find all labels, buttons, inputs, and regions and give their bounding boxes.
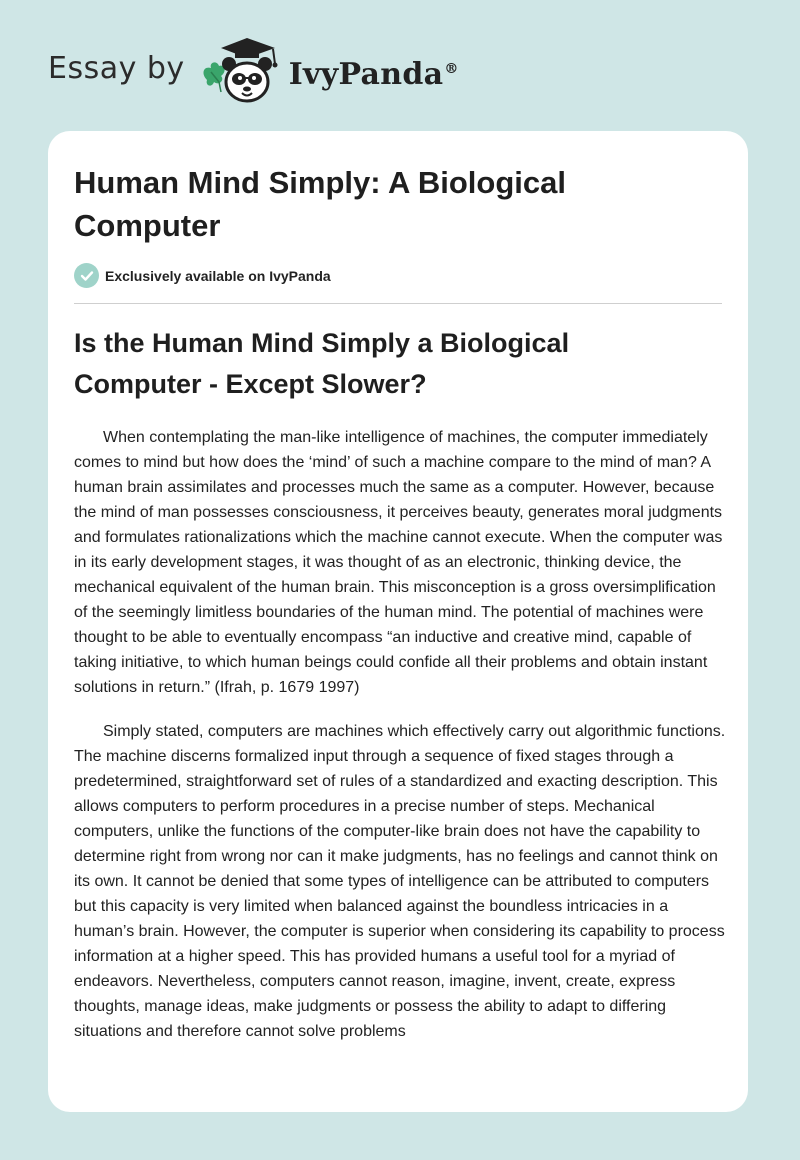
ivy-leaf-icon	[203, 62, 224, 92]
exclusive-badge	[74, 263, 331, 288]
panda-graduate-logo-icon[interactable]	[199, 36, 285, 108]
paragraph: When contemplating the man-like intelligence of machines, the computer immediately comes to mind but how does the ‘mind’ of such a machine compare to the mind of man? A human brain assimilates and processes much the same as a computer. However, because the mind of man possesses consciousness, it perceives beauty, generates moral judgments and formulates rationalizations which the machine cannot execute. When the computer was in its early development stages, it was thought of as an electronic, thinking device, the mechanical equivalent of the human brain. This misconception is a gross oversimplification of the seemingly limitless boundaries of the human mind. The potential of machines were thought to be able to eventually encompass “an inductive and creative mind, capable of taking initiative, to which human beings could confide all their problems and obtain instant solutions in return.” (Ifrah, p. 1679 1997)	[74, 429, 723, 696]
brand-name[interactable]: IvyPanda®	[288, 56, 459, 92]
essay-card	[48, 131, 748, 1112]
registered-mark: ®	[444, 60, 459, 77]
essay-by-label: Essay by	[48, 50, 185, 86]
check-icon	[74, 263, 99, 288]
section-heading: Is the Human Mind Simply a Biological Computer - Except Slower?	[74, 328, 570, 399]
divider	[74, 303, 722, 304]
page-title: Human Mind Simply: A Biological Computer	[74, 165, 567, 243]
essay-body	[74, 425, 726, 1063]
site-header	[48, 36, 508, 108]
paragraph: Simply stated, computers are machines which effectively carry out algorithmic functions. The machine discerns formalized input through a sequence of fixed stages through a predetermined, straightforward set of rules of a standardized and exacting description. This allows computers to perform procedures in a precise number of steps. Mechanical computers, unlike the functions of the computer-like brain does not have the capability to determine right from wrong nor can it make judgments, has no feelings and cannot think on its own. It cannot be denied that some types of intelligence can be attributed to computers but this capacity is very limited when balanced against the boundless intricacies in a human’s brain. However, the computer is superior when considering its capability to process information at a higher speed. This has provided humans a useful tool for a myriad of endeavors. Nevertheless, computers cannot reason, imagine, invent, create, express thoughts, manage ideas, make judgments or possess the ability to adapt to differing situations and therefore cannot solve problems	[74, 723, 726, 1040]
exclusive-label: Exclusively available on IvyPanda	[105, 267, 331, 284]
